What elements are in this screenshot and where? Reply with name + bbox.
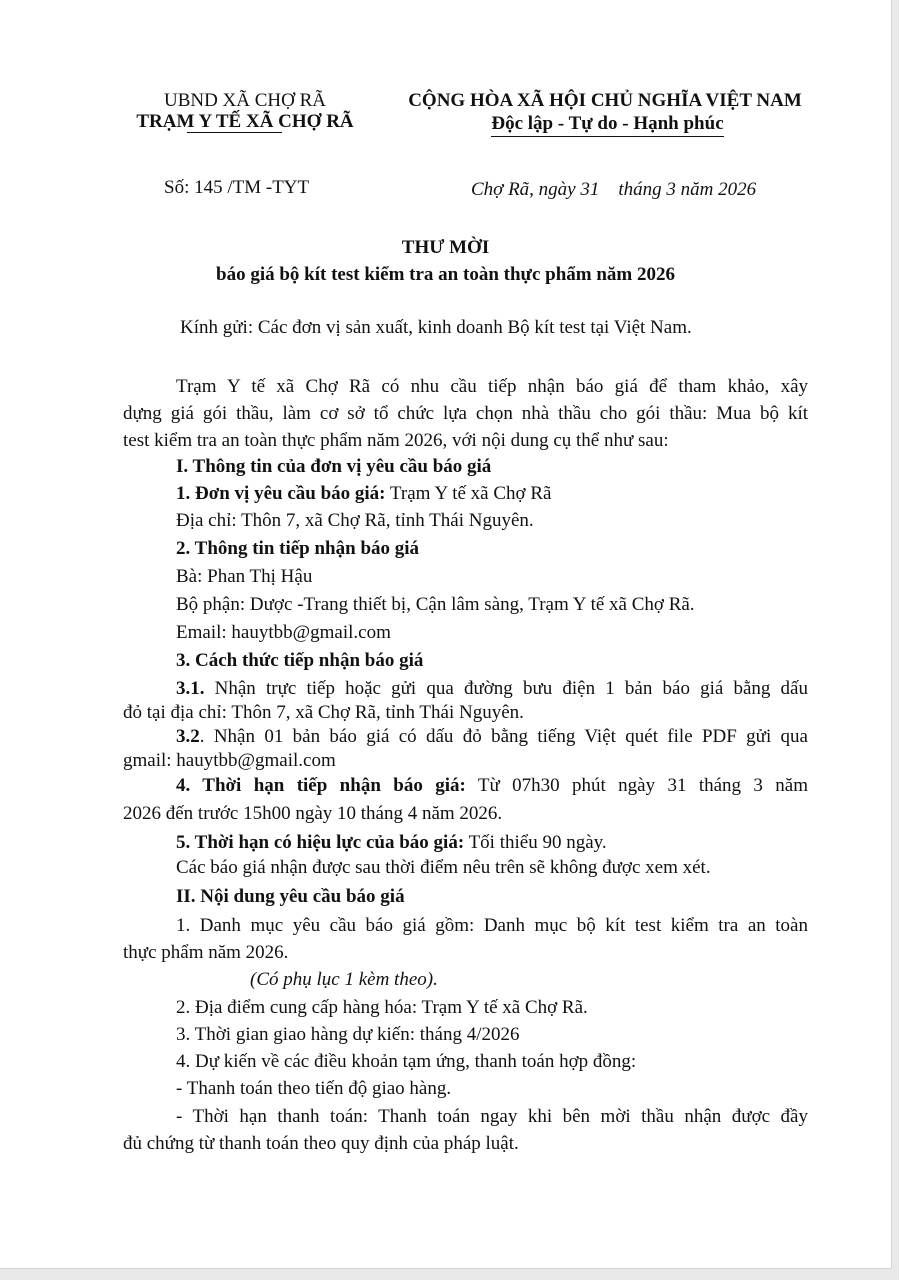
method-3-2-line-1	[176, 724, 808, 749]
receiving-method-heading: 3. Cách thức tiếp nhận báo giá	[176, 650, 424, 671]
document-number: Số: 145 /TM -TYT	[164, 177, 310, 198]
requesting-unit	[176, 481, 551, 506]
validity-note: Các báo giá nhận được sau thời điểm nêu trên sẽ không được xem xét.	[176, 857, 711, 878]
header-left-underline	[187, 132, 282, 133]
method-3-2-line-2: gmail: hauytbb@gmail.com	[123, 750, 336, 771]
deadline-text: Từ 07h30 phút ngày 31 tháng 3 năm	[465, 775, 808, 796]
method-3-2-text: . Nhận 01 bản báo giá có dấu đỏ bằng tiếng Việt quét file PDF gửi qua	[199, 726, 808, 747]
place-and-date: Chợ Rã, ngày 31 tháng 3 năm 2026	[471, 179, 757, 200]
delivery-time: 3. Thời gian giao hàng dự kiến: tháng 4/2026	[176, 1024, 520, 1045]
requesting-unit-label: 1. Đơn vị yêu cầu báo giá:	[176, 483, 386, 504]
header-organization-text: TRẠM Y TẾ XÃ CHỢ RÃ	[136, 111, 354, 132]
payment-deadline-line-2: đủ chứng từ thanh toán theo quy định của pháp luật.	[123, 1133, 519, 1154]
recipient-line: Kính gửi: Các đơn vị sản xuất, kinh doanh Bộ kít test tại Việt Nam.	[180, 317, 692, 338]
validity-value: Tối thiểu 90 ngày.	[464, 832, 607, 853]
document-subtitle: báo giá bộ kít test kiểm tra an toàn thực phẩm năm 2026	[216, 264, 675, 285]
document-title: THƯ MỜI	[401, 237, 490, 258]
intro-line-1: Trạm Y tế xã Chợ Rã có nhu cầu tiếp nhận báo giá để tham khảo, xây	[176, 376, 808, 397]
method-3-1-text: Nhận trực tiếp hoặc gửi qua đường bưu điện 1 bản báo giá bằng dấu	[204, 678, 808, 699]
method-3-1-line-2: đỏ tại địa chỉ: Thôn 7, xã Chợ Rã, tỉnh Thái Nguyên.	[123, 702, 524, 723]
validity-line	[176, 830, 607, 855]
intro-line-2: dựng giá gói thầu, làm cơ sở tổ chức lựa chọn nhà thầu cho gói thầu: Mua bộ kít	[123, 403, 808, 424]
method-3-1-line-1	[176, 676, 808, 701]
contact-department: Bộ phận: Dược -Trang thiết bị, Cận lâm sàng, Trạm Y tế xã Chợ Rã.	[176, 594, 695, 615]
section-2-item-1-line-2: thực phẩm năm 2026.	[123, 942, 289, 963]
payment-deadline-line-1: - Thời hạn thanh toán: Thanh toán ngay khi bên mời thầu nhận được đầy	[176, 1106, 808, 1127]
section-2-item-1-line-1: 1. Danh mục yêu cầu báo giá gồm: Danh mục bộ kít test kiểm tra an toàn	[176, 915, 808, 936]
delivery-location: 2. Địa điểm cung cấp hàng hóa: Trạm Y tế xã Chợ Rã.	[176, 997, 588, 1018]
method-3-2-label: 3.2	[176, 726, 200, 747]
contact-email: Email: hauytbb@gmail.com	[176, 622, 391, 643]
header-motto	[470, 111, 745, 137]
header-organization	[122, 109, 368, 134]
deadline-line-2: 2026 đến trước 15h00 ngày 10 tháng 4 năm 2026.	[123, 803, 503, 824]
unit-address: Địa chỉ: Thôn 7, xã Chợ Rã, tỉnh Thái Nguyên.	[176, 510, 534, 531]
header-motto-text: Độc lập - Tự do - Hạnh phúc	[491, 111, 723, 137]
section-1-heading: I. Thông tin của đơn vị yêu cầu báo giá	[176, 456, 492, 477]
header-country: CỘNG HÒA XÃ HỘI CHỦ NGHĨA VIỆT NAM	[408, 90, 802, 111]
section-2-heading: II. Nội dung yêu cầu báo giá	[176, 886, 405, 907]
validity-label: 5. Thời hạn có hiệu lực của báo giá:	[176, 832, 465, 853]
requesting-unit-value: Trạm Y tế xã Chợ Rã	[385, 483, 552, 504]
deadline-line-1	[176, 773, 808, 798]
payment-schedule: - Thanh toán theo tiến độ giao hàng.	[176, 1078, 452, 1099]
intro-line-3: test kiểm tra an toàn thực phẩm năm 2026, với nội dung cụ thể như sau:	[123, 430, 669, 451]
method-3-1-label: 3.1.	[176, 678, 205, 699]
deadline-label: 4. Thời hạn tiếp nhận báo giá:	[176, 775, 466, 796]
header-authority: UBND XÃ CHỢ RÃ	[163, 90, 327, 111]
receiving-info-heading: 2. Thông tin tiếp nhận báo giá	[176, 538, 420, 559]
payment-terms-heading: 4. Dự kiến về các điều khoản tạm ứng, thanh toán hợp đồng:	[176, 1051, 637, 1072]
appendix-note: (Có phụ lục 1 kèm theo).	[250, 969, 438, 990]
contact-name: Bà: Phan Thị Hậu	[176, 566, 313, 587]
